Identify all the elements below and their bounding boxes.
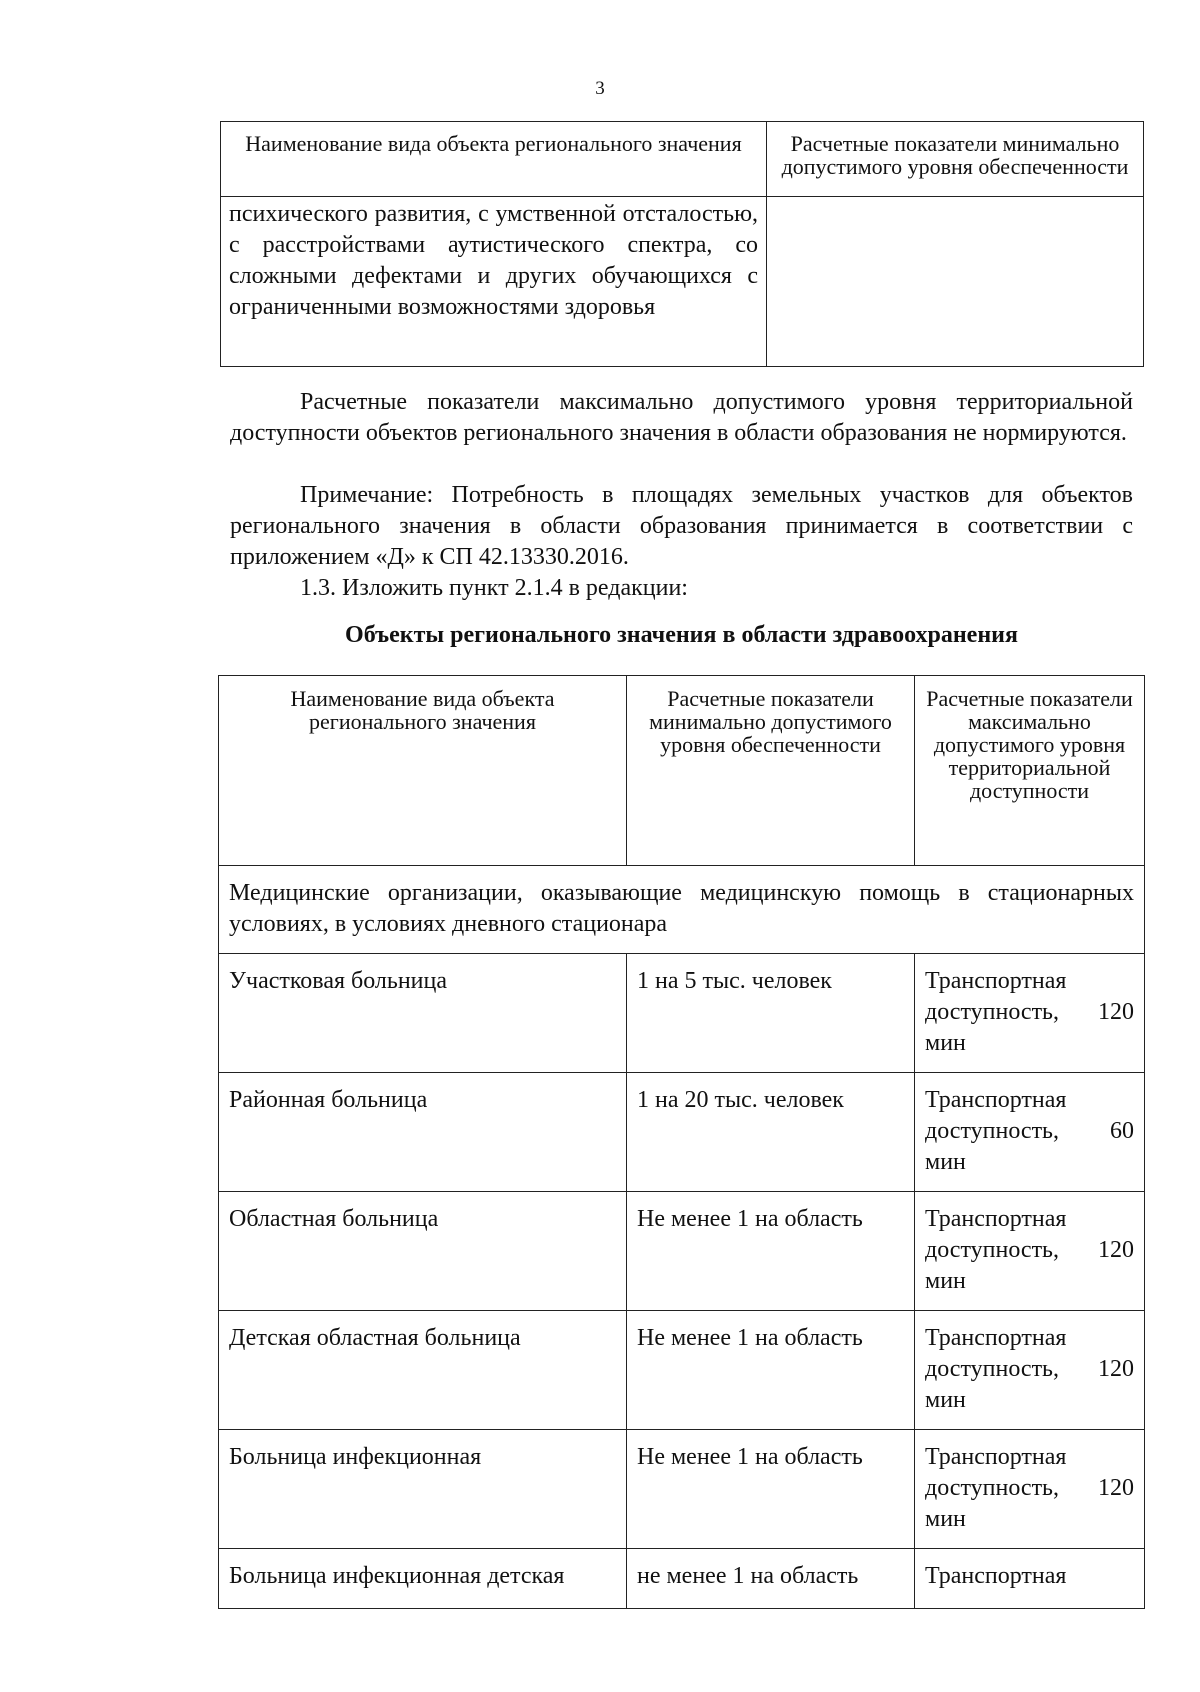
cell-min-level: Не менее 1 на область xyxy=(627,1192,915,1311)
cell-max-access: Транспортная доступность, 120 мин xyxy=(915,954,1145,1073)
table-healthcare xyxy=(218,675,1145,1609)
table-row xyxy=(219,954,1145,1073)
cell-object-name: Больница инфекционная xyxy=(219,1430,627,1549)
cell-max-access: Транспортная доступность, 60 мин xyxy=(915,1073,1145,1192)
header-object-type: Наименование вида объекта регионального значения xyxy=(219,676,627,866)
cell-object-name: психического развития, с умственной отсталостью, с расстройствами аутистического спектра, со сложными дефектами и других обучающихся с ограниченными возможностями здоровья xyxy=(221,197,767,367)
cell-min-level: Не менее 1 на область xyxy=(627,1430,915,1549)
cell-object-name: Детская областная больница xyxy=(219,1311,627,1430)
cell-min-level xyxy=(767,197,1144,367)
group-medical-organizations: Медицинские организации, оказывающие медицинскую помощь в стационарных условиях, в условиях дневного стационара xyxy=(219,866,1145,954)
paragraph-amendment: 1.3. Изложить пункт 2.1.4 в редакции: xyxy=(300,575,688,601)
header-max-access: Расчетные показатели максимально допустимого уровня территориальной доступности xyxy=(915,676,1145,866)
cell-max-access: Транспортная доступность, 120 мин xyxy=(915,1430,1145,1549)
table-row xyxy=(219,1549,1145,1609)
header-min-level: Расчетные показатели минимально допустимого уровня обеспеченности xyxy=(767,122,1144,197)
section-title: Объекты регионального значения в области здравоохранения xyxy=(345,622,1018,648)
cell-min-level: 1 на 20 тыс. человек xyxy=(627,1073,915,1192)
cell-min-level: не менее 1 на область xyxy=(627,1549,915,1609)
table-header-row xyxy=(221,122,1144,197)
cell-max-access: Транспортная доступность, 120 мин xyxy=(915,1192,1145,1311)
table-row xyxy=(219,1192,1145,1311)
table-row xyxy=(219,1311,1145,1430)
table-row xyxy=(219,1073,1145,1192)
header-min-level: Расчетные показатели минимально допустимого уровня обеспеченности xyxy=(627,676,915,866)
cell-object-name: Областная больница xyxy=(219,1192,627,1311)
table-header-row xyxy=(219,676,1145,866)
cell-object-name: Больница инфекционная детская xyxy=(219,1549,627,1609)
paragraph-territorial-access: Расчетные показатели максимально допустимого уровня территориальной доступности объектов регионального значения в области образования не нормируются. xyxy=(230,389,1133,446)
header-object-type: Наименование вида объекта регионального значения xyxy=(221,122,767,197)
cell-object-name: Районная больница xyxy=(219,1073,627,1192)
cell-min-level: Не менее 1 на область xyxy=(627,1311,915,1430)
cell-min-level: 1 на 5 тыс. человек xyxy=(627,954,915,1073)
table-row xyxy=(219,1430,1145,1549)
page-number: 3 xyxy=(595,78,605,99)
paragraph-note: Примечание: Потребность в площадях земельных участков для объектов регионального значения в области образования принимается в соответствии с приложением «Д» к СП 42.13330.2016. xyxy=(230,482,1133,570)
cell-max-access: Транспортная доступность, 120 мин xyxy=(915,1311,1145,1430)
table-row xyxy=(221,197,1144,367)
cell-object-name: Участковая больница xyxy=(219,954,627,1073)
table-education-continued xyxy=(220,121,1144,367)
cell-max-access: Транспортная xyxy=(915,1549,1145,1609)
table-group-row xyxy=(219,866,1145,954)
